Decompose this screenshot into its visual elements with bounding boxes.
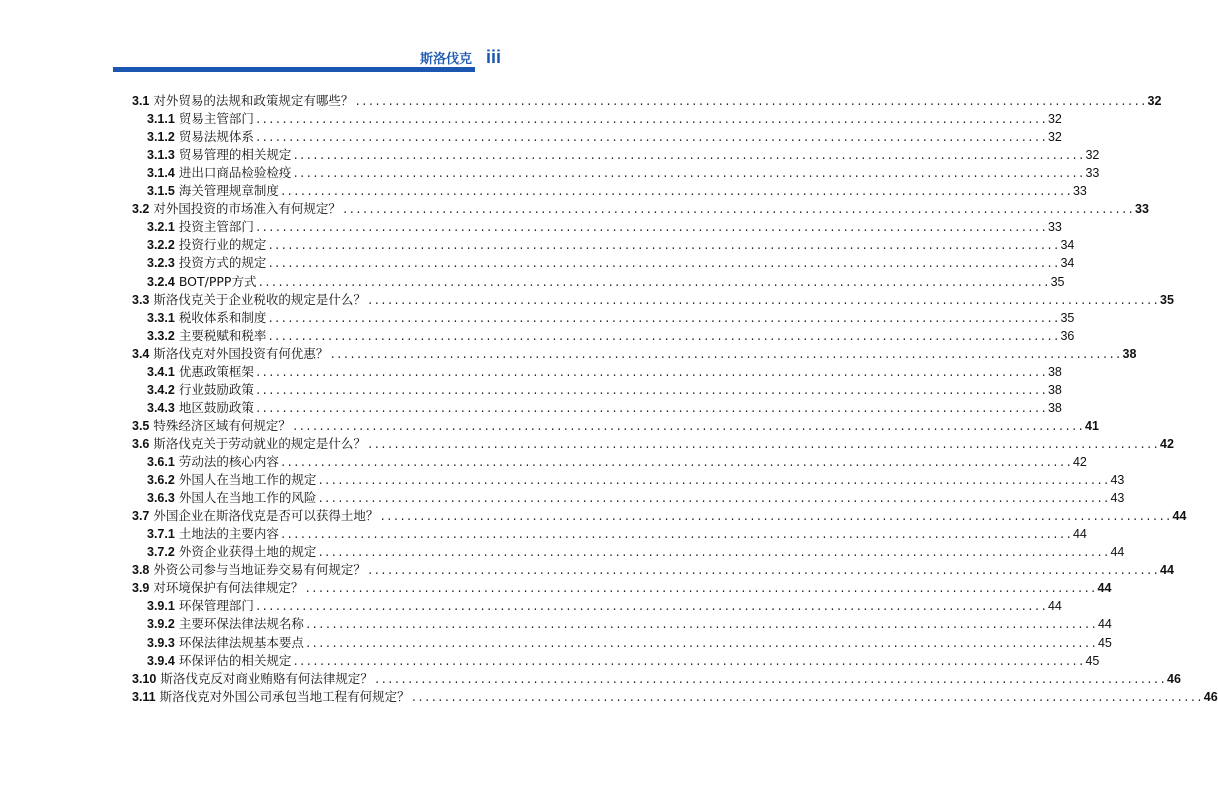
toc-page-number: 36 <box>1060 328 1075 343</box>
toc-leader-dots: ........................................................................................................................ <box>254 223 1047 236</box>
toc-entry-number: 3.6.1 <box>147 455 175 469</box>
toc-entry-number: 3.3 <box>132 292 150 307</box>
toc-entry-number: 3.5 <box>132 418 150 433</box>
toc-leader-dots: ........................................................................................................................ <box>254 115 1047 128</box>
toc-entry-label <box>147 128 254 146</box>
toc-entry-text: 优惠政策框架 <box>178 363 254 379</box>
toc-entry[interactable] <box>147 236 1075 254</box>
toc-entry-text: 地区鼓励政策 <box>178 399 254 415</box>
toc-entry[interactable] <box>147 110 1062 128</box>
toc-leader-dots: ........................................................................................................................ <box>291 421 1085 434</box>
toc-leader-dots: ........................................................................................................................ <box>304 638 1097 651</box>
toc-leader-dots: ........................................................................................................................ <box>304 584 1097 597</box>
toc-entry-number: 3.2.1 <box>147 220 175 235</box>
toc-entry[interactable] <box>147 489 1125 507</box>
toc-entry[interactable] <box>147 363 1062 381</box>
toc-page-number: 32 <box>1147 94 1162 108</box>
toc-entry[interactable] <box>132 670 1181 688</box>
toc-entry-text: 税收体系和制度 <box>178 309 267 325</box>
toc-entry[interactable] <box>147 597 1062 615</box>
toc-entry[interactable] <box>147 634 1112 652</box>
toc-entry-number: 3.7.1 <box>147 527 175 542</box>
toc-page-number: 35 <box>1060 310 1075 325</box>
toc-entry-label <box>147 634 304 652</box>
toc-entry-label <box>147 309 266 327</box>
toc-entry-text: 斯洛伐克关于企业税收的规定是什么？ <box>153 291 366 307</box>
toc-entry-text: 对环境保护有何法律规定？ <box>153 580 304 596</box>
toc-entry-number: 3.10 <box>132 671 157 686</box>
toc-leader-dots: ........................................................................................................................ <box>257 277 1050 290</box>
toc-entry-number: 3.4.3 <box>147 400 175 415</box>
toc-entry-text: 环保评估的相关规定 <box>178 652 292 668</box>
toc-page-number: 32 <box>1047 112 1062 127</box>
toc-entry-label <box>147 652 291 670</box>
toc-entry-text: 特殊经济区域有何规定？ <box>153 417 291 433</box>
toc-entry-text: BOT/PPP方式 <box>178 273 257 289</box>
toc-entry-label <box>147 525 279 543</box>
toc-entry[interactable] <box>147 182 1087 200</box>
toc-page-number: 43 <box>1110 473 1125 488</box>
toc-page-number: 32 <box>1085 148 1100 163</box>
toc-page-number: 38 <box>1047 364 1062 379</box>
toc-page-number: 45 <box>1085 653 1100 668</box>
toc-entry-text: 对外国投资的市场准入有何规定？ <box>153 201 341 217</box>
toc-entry[interactable] <box>147 128 1062 146</box>
toc-page-number: 32 <box>1047 130 1062 145</box>
toc-leader-dots: ........................................................................................................................ <box>317 494 1110 507</box>
toc-page-number: 44 <box>1047 599 1062 614</box>
toc-page-number: 44 <box>1072 527 1087 542</box>
toc-leader-dots: ........................................................................................................................ <box>267 331 1060 344</box>
toc-entry-number: 3.1.1 <box>147 112 175 127</box>
toc-entry-label <box>147 453 279 471</box>
toc-leader-dots: ........................................................................................................................ <box>317 476 1110 489</box>
toc-page-number: 35 <box>1160 292 1174 307</box>
toc-entry-label <box>132 435 366 453</box>
header-rule <box>113 67 475 72</box>
toc-entry-number: 3.6.3 <box>147 491 175 506</box>
toc-leader-dots: ........................................................................................................................ <box>279 458 1072 470</box>
toc-page-number: 34 <box>1060 238 1075 253</box>
toc-entry-label <box>147 489 316 507</box>
toc-leader-dots: ........................................................................................................................ <box>254 133 1047 146</box>
toc-entry[interactable] <box>132 507 1187 525</box>
toc-entry-label <box>132 92 353 110</box>
toc-leader-dots: ........................................................................................................................ <box>329 349 1122 362</box>
toc-page-number: 42 <box>1072 455 1087 469</box>
toc-entry-number: 3.4.2 <box>147 382 175 397</box>
toc-entry[interactable] <box>147 525 1087 543</box>
toc-page-number: 35 <box>1050 274 1065 289</box>
toc-entry-number: 3.8 <box>132 563 150 578</box>
toc-entry-text: 对外贸易的法规和政策规定有哪些？ <box>153 93 354 108</box>
toc-entry-label <box>147 110 254 128</box>
toc-entry-text: 行业鼓励政策 <box>178 381 254 397</box>
toc-entry-text: 贸易法规体系 <box>178 129 254 145</box>
toc-entry-text: 贸易管理的相关规定 <box>178 147 292 163</box>
toc-entry-label <box>132 200 341 218</box>
toc-leader-dots: ........................................................................................................................ <box>373 674 1166 687</box>
toc-page-number: 45 <box>1097 635 1112 650</box>
toc-entry-number: 3.6 <box>132 436 150 451</box>
toc-entry-number: 3.1 <box>132 94 150 108</box>
toc-entry-number: 3.2.3 <box>147 256 175 271</box>
toc-entry[interactable] <box>132 291 1174 309</box>
toc-entry-number: 3.9.2 <box>147 617 175 632</box>
toc-entry-text: 斯洛伐克关于劳动就业的规定是什么？ <box>153 435 366 451</box>
toc-entry-label <box>147 182 279 200</box>
toc-entry[interactable] <box>132 688 1218 706</box>
toc-entry-text: 外资公司参与当地证券交易有何规定？ <box>153 562 366 578</box>
toc-page-number: 33 <box>1072 184 1087 199</box>
toc-leader-dots: ........................................................................................................................ <box>254 403 1047 416</box>
toc-entry[interactable] <box>147 146 1100 164</box>
toc-entry-text: 贸易主管部门 <box>178 111 254 127</box>
toc-entry-label <box>147 471 316 489</box>
toc-entry-label <box>132 670 373 688</box>
toc-entry-number: 3.7.2 <box>147 545 175 560</box>
toc-leader-dots: ........................................................................................................................ <box>366 566 1160 579</box>
toc-page-number: 42 <box>1160 436 1174 451</box>
toc-entry-number: 3.2 <box>132 202 150 217</box>
toc-entry-number: 3.2.2 <box>147 238 175 253</box>
toc-entry-label <box>147 543 316 561</box>
toc-entry[interactable] <box>147 309 1075 327</box>
toc-entry-number: 3.7 <box>132 509 150 524</box>
toc-entry[interactable] <box>147 399 1062 417</box>
toc-entry[interactable] <box>132 200 1149 218</box>
toc-entry[interactable] <box>147 164 1100 182</box>
toc-leader-dots: ........................................................................................................................ <box>366 439 1160 452</box>
toc-entry[interactable] <box>147 471 1125 489</box>
toc-page-number: 44 <box>1110 545 1125 560</box>
toc-page-number: 44 <box>1172 509 1187 524</box>
toc-entry[interactable] <box>147 218 1062 236</box>
toc-leader-dots: ........................................................................................................................ <box>292 169 1085 182</box>
toc-entry[interactable] <box>147 615 1112 633</box>
toc-leader-dots: ........................................................................................................................ <box>317 548 1110 561</box>
toc-entry-label <box>132 561 366 579</box>
toc-entry[interactable] <box>147 652 1100 670</box>
toc-page-number: 46 <box>1203 689 1218 704</box>
toc-page-number: 38 <box>1047 382 1062 397</box>
toc-leader-dots: ........................................................................................................................ <box>267 313 1060 326</box>
toc-entry-label <box>147 363 254 381</box>
toc-entry[interactable] <box>132 345 1137 363</box>
toc-page-number: 38 <box>1047 400 1062 415</box>
toc-entry-text: 外国企业在斯洛伐克是否可以获得土地？ <box>153 508 379 524</box>
toc-leader-dots: ........................................................................................................................ <box>267 241 1060 254</box>
toc-leader-dots: ........................................................................................................................ <box>354 97 1147 109</box>
toc-leader-dots: ........................................................................................................................ <box>279 530 1072 543</box>
toc-entry[interactable] <box>147 453 1087 471</box>
toc-page-number: 33 <box>1085 166 1100 181</box>
toc-page-number: 44 <box>1160 563 1174 578</box>
toc-entry-number: 3.1.5 <box>147 184 175 199</box>
toc-entry-text: 投资主管部门 <box>178 219 254 235</box>
toc-entry-text: 投资行业的规定 <box>178 237 267 253</box>
toc-entry-label <box>132 507 378 525</box>
toc-entry-text: 外国人在当地工作的风险 <box>178 490 317 506</box>
toc-leader-dots: ........................................................................................................................ <box>254 602 1047 615</box>
toc-entry-number: 3.9.1 <box>147 599 175 614</box>
toc-entry-text: 斯洛伐克反对商业贿赂有何法律规定？ <box>160 670 373 686</box>
toc-entry-number: 3.9 <box>132 581 150 596</box>
toc-entry[interactable] <box>147 273 1065 291</box>
toc-page-number: 33 <box>1047 220 1062 235</box>
toc-entry-number: 3.2.4 <box>147 274 175 289</box>
toc-entry-number: 3.1.3 <box>147 148 175 163</box>
toc-entry[interactable] <box>147 381 1062 399</box>
toc-entry-label <box>132 579 303 597</box>
toc-entry-text: 斯洛伐克对外国投资有何优惠？ <box>153 345 329 361</box>
toc-leader-dots: ........................................................................................................................ <box>292 656 1085 669</box>
toc-entry-text: 劳动法的核心内容 <box>178 454 279 469</box>
toc-entry-label <box>147 327 266 345</box>
toc-entry-number: 3.4.1 <box>147 364 175 379</box>
running-header-title: 斯洛伐克 <box>420 52 473 67</box>
toc-entry-number: 3.9.3 <box>147 635 175 650</box>
toc-entry[interactable] <box>147 543 1125 561</box>
toc-entry-label <box>132 417 291 435</box>
toc-entry-text: 土地法的主要内容 <box>178 526 279 542</box>
toc-page-number: 44 <box>1097 617 1112 632</box>
toc-entry-number: 3.3.1 <box>147 310 175 325</box>
toc-entry-label <box>147 236 266 254</box>
toc-leader-dots: ........................................................................................................................ <box>279 187 1072 200</box>
toc-leader-dots: ........................................................................................................................ <box>254 385 1047 398</box>
toc-entry-text: 环保管理部门 <box>178 598 254 614</box>
toc-leader-dots: ........................................................................................................................ <box>254 367 1047 380</box>
toc-page-number: 41 <box>1085 418 1099 433</box>
toc-leader-dots: ........................................................................................................................ <box>366 295 1160 308</box>
toc-page-number: 44 <box>1097 581 1112 596</box>
toc-entry[interactable] <box>132 561 1174 579</box>
toc-leader-dots: ........................................................................................................................ <box>292 151 1085 164</box>
toc-leader-dots: ........................................................................................................................ <box>267 259 1060 272</box>
toc-entry-label <box>147 399 254 417</box>
toc-entry-text: 环保法律法规基本要点 <box>178 634 304 650</box>
toc-leader-dots: ........................................................................................................................ <box>304 620 1097 633</box>
toc-page-number: 43 <box>1110 491 1125 506</box>
toc-entry-label <box>147 254 266 272</box>
toc-leader-dots: ........................................................................................................................ <box>410 692 1203 705</box>
toc-entry-label <box>147 273 256 291</box>
toc-entry-label <box>147 615 304 633</box>
toc-leader-dots: ........................................................................................................................ <box>379 512 1172 525</box>
toc-entry[interactable] <box>132 435 1174 453</box>
toc-entry-text: 主要环保法律法规名称 <box>178 616 304 632</box>
toc-entry-number: 3.1.2 <box>147 130 175 145</box>
toc-entry-label <box>132 688 410 706</box>
toc-entry[interactable] <box>132 92 1162 110</box>
page-number: iii <box>486 47 502 67</box>
toc-entry-text: 斯洛伐克对外国公司承包当地工程有何规定？ <box>159 688 410 704</box>
toc-entry-label <box>147 146 291 164</box>
toc-entry-number: 3.11 <box>132 689 156 704</box>
toc-entry-text: 主要税赋和税率 <box>178 327 267 343</box>
toc-entry-number: 3.1.4 <box>147 166 175 181</box>
toc-page-number: 33 <box>1135 202 1149 217</box>
toc-entry-label <box>147 164 291 182</box>
toc-entry-text: 海关管理规章制度 <box>178 183 279 199</box>
toc-page-number: 46 <box>1167 671 1181 686</box>
toc-entry-label <box>147 218 254 236</box>
toc-entry-number: 3.3.2 <box>147 328 175 343</box>
toc-page-number: 38 <box>1122 346 1137 361</box>
toc-entry-text: 进出口商品检验检疫 <box>178 165 292 181</box>
toc-page-number: 34 <box>1060 256 1075 271</box>
toc-entry[interactable] <box>132 579 1112 597</box>
toc-entry-text: 外资企业获得土地的规定 <box>178 544 317 560</box>
toc-entry-label <box>147 381 254 399</box>
toc-entry[interactable] <box>147 254 1075 272</box>
toc-entry-label <box>132 345 328 363</box>
toc-leader-dots: ........................................................................................................................ <box>341 205 1135 218</box>
toc-entry-text: 外国人在当地工作的规定 <box>178 472 317 488</box>
toc-entry-label <box>132 291 366 309</box>
toc-entry-text: 投资方式的规定 <box>178 255 267 271</box>
toc-entry[interactable] <box>132 417 1099 435</box>
toc-entry-number: 3.6.2 <box>147 473 175 488</box>
toc-entry-number: 3.9.4 <box>147 653 175 668</box>
toc-entry[interactable] <box>147 327 1075 345</box>
toc-entry-number: 3.4 <box>132 346 150 361</box>
toc-entry-label <box>147 597 254 615</box>
